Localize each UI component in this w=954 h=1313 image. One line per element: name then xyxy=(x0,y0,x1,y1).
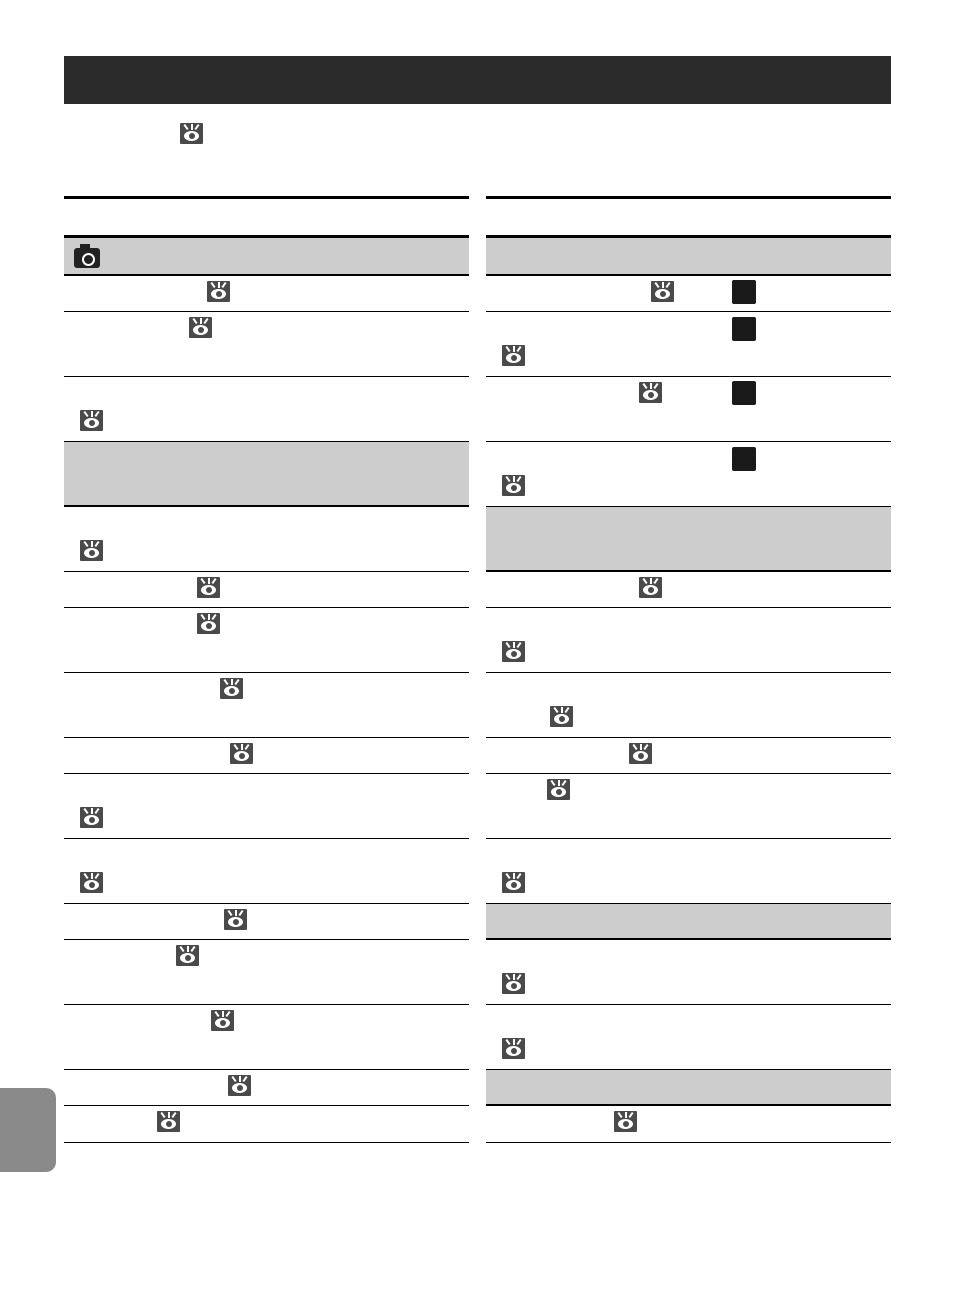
see-also-eye-icon xyxy=(228,1075,251,1096)
camera-icon xyxy=(74,248,100,268)
see-also-eye-icon xyxy=(547,779,570,800)
see-also-eye-icon xyxy=(80,807,103,828)
see-also-eye-icon xyxy=(80,410,103,431)
section-row xyxy=(486,507,891,572)
section-row xyxy=(486,238,891,276)
table-row xyxy=(64,507,469,572)
see-also-eye-icon xyxy=(629,743,652,764)
section-row xyxy=(486,1070,891,1106)
night-portrait-scene-icon xyxy=(732,447,756,471)
table-row xyxy=(486,1106,891,1143)
table-row xyxy=(486,1005,891,1070)
see-also-eye-icon xyxy=(157,1111,180,1132)
table-row xyxy=(64,312,469,377)
see-also-eye-icon xyxy=(502,345,525,366)
see-also-eye-icon xyxy=(224,909,247,930)
see-also-eye-icon xyxy=(502,1038,525,1059)
see-also-eye-icon xyxy=(197,577,220,598)
left-column xyxy=(64,196,469,1143)
table-row xyxy=(64,608,469,673)
see-also-eye-icon xyxy=(502,872,525,893)
table-row xyxy=(64,839,469,904)
table-row xyxy=(486,377,891,442)
right-column xyxy=(486,196,891,1143)
table-row xyxy=(64,1005,469,1070)
table-row xyxy=(64,1106,469,1143)
see-also-eye-icon xyxy=(197,613,220,634)
see-also-eye-icon xyxy=(176,945,199,966)
see-also-eye-icon xyxy=(651,281,674,302)
left-column-heading xyxy=(64,199,469,238)
landscape-scene-icon xyxy=(732,317,756,341)
table-row xyxy=(486,572,891,608)
section-row xyxy=(486,904,891,940)
right-column-heading xyxy=(486,199,891,238)
see-also-eye-icon xyxy=(80,872,103,893)
see-also-eye-icon xyxy=(80,540,103,561)
section-row-camera-mode xyxy=(64,238,469,276)
table-row xyxy=(486,608,891,673)
table-row xyxy=(486,276,891,312)
chapter-thumb-tab xyxy=(0,1088,56,1172)
table-row xyxy=(486,940,891,1005)
see-also-eye-icon xyxy=(614,1111,637,1132)
table-row xyxy=(64,673,469,738)
table-row xyxy=(64,738,469,774)
table-row xyxy=(64,904,469,940)
table-row xyxy=(64,774,469,839)
see-also-eye-icon xyxy=(502,973,525,994)
chapter-header-bar xyxy=(64,56,891,104)
table-row xyxy=(64,276,469,312)
table-row xyxy=(64,572,469,608)
see-also-eye-icon xyxy=(211,1010,234,1031)
see-also-eye-icon xyxy=(180,123,203,144)
section-row xyxy=(64,442,469,507)
see-also-eye-icon xyxy=(639,577,662,598)
table-row xyxy=(486,442,891,507)
see-also-eye-icon xyxy=(230,743,253,764)
see-also-eye-icon xyxy=(502,475,525,496)
table-row xyxy=(486,738,891,774)
see-also-eye-icon xyxy=(220,678,243,699)
table-row xyxy=(486,673,891,738)
see-also-eye-icon xyxy=(639,382,662,403)
table-row xyxy=(64,940,469,1005)
table-row xyxy=(486,774,891,839)
table-row xyxy=(486,312,891,377)
sports-scene-icon xyxy=(732,381,756,405)
see-also-eye-icon xyxy=(207,281,230,302)
portrait-scene-icon xyxy=(732,280,756,304)
see-also-eye-icon xyxy=(189,317,212,338)
see-also-eye-icon xyxy=(550,706,573,727)
see-also-eye-icon xyxy=(502,641,525,662)
table-row xyxy=(64,1070,469,1106)
table-row xyxy=(64,377,469,442)
table-row xyxy=(486,839,891,904)
